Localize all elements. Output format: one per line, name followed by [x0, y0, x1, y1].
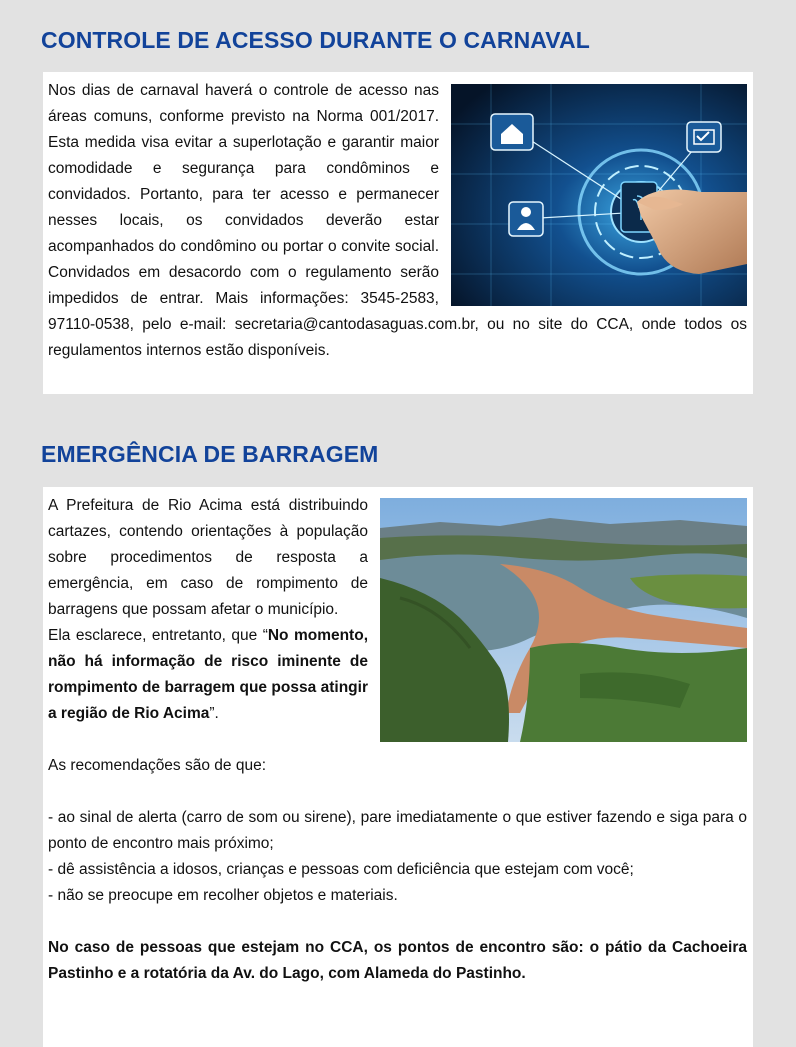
dam-intro-text: A Prefeitura de Rio Acima está distribuindo cartazes, contendo orientações à população sobre procedimentos de resposta a emergência, em caso de rompimento de barragens que possam afetar o município. [48, 497, 368, 618]
meeting-points-text [48, 935, 747, 987]
recommendation-item-1: - ao sinal de alerta (carro de som ou sirene), pare imediatamente o que estiver fazendo e siga para o ponto de encontro mais próximo; [48, 809, 747, 852]
section-title-access-control: CONTROLE DE ACESSO DURANTE O CARNAVAL [41, 27, 590, 53]
meeting-points-bold: No caso de pessoas que estejam no CCA, os pontos de encontro são: o pátio da Cachoeira Pastinho e a rotatória da Av. do Lago, com Alameda do Pastinho. [48, 939, 747, 982]
recommendations-heading: As recomendações são de que: [48, 757, 266, 774]
section-title-dam-emergency: EMERGÊNCIA DE BARRAGEM [41, 441, 379, 467]
quote-bold-text: No momento, não há informação de risco iminente de rompimento de barragem que possa atingir a região de Rio Acima [48, 627, 368, 722]
dam-emergency-card [43, 487, 753, 1047]
access-control-card [43, 72, 753, 394]
quote-suffix: ”. [209, 705, 219, 722]
recommendation-item-3: - não se preocupe em recolher objetos e materiais. [48, 887, 398, 904]
access-control-body: Nos dias de carnaval haverá o controle de acesso nas áreas comuns, conforme previsto na Norma 001/2017. Esta medida visa evitar a superlotação e garantir maior comodidade e segurança para condôminos e convidados. Portanto, para ter acesso e permanecer nesses locais, os convidados deverão estar acompanhados do condômino ou portar o convite social. Convidados em desacordo com o regulamento serão impedidos de entrar. Mais informações: 3545-2583, 97110-0538, pelo e-mail: secretaria@cantodasaguas.com.br, ou no site do CCA, onde todos os regulamentos internos estão disponíveis. [48, 82, 747, 359]
aerial-dam-photo [380, 498, 747, 742]
fingerprint-access-control-image [451, 84, 747, 306]
quote-prefix: Ela esclarece, entretanto, que “ [48, 627, 268, 644]
recommendation-item-2: - dê assistência a idosos, crianças e pessoas com deficiência que estejam com você; [48, 861, 634, 878]
